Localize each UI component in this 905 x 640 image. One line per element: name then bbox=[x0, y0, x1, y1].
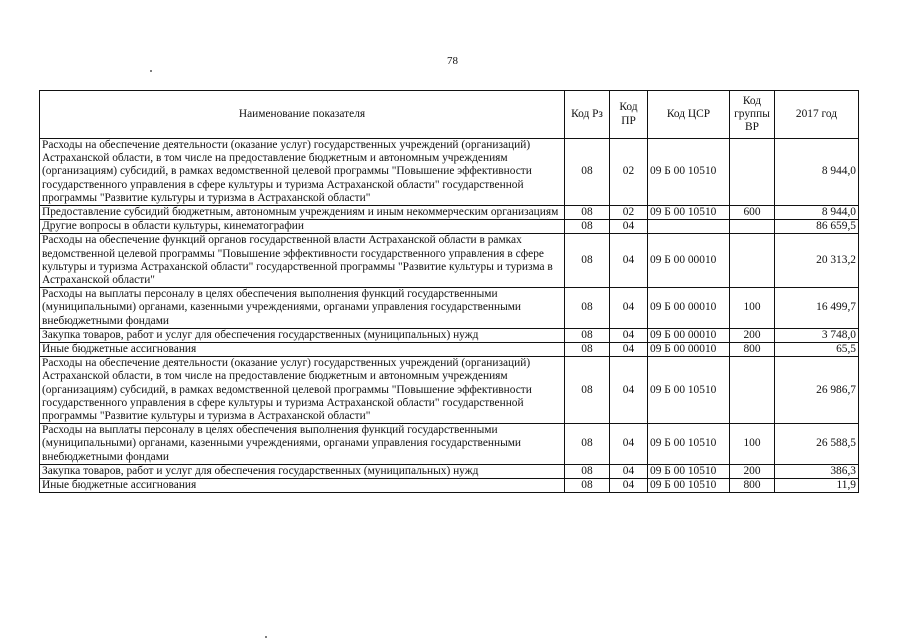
row-value: 11,9 bbox=[775, 479, 859, 493]
table-row bbox=[40, 139, 859, 206]
table-row bbox=[40, 220, 859, 234]
row-csr: 09 Б 00 10510 bbox=[648, 206, 730, 220]
budget-table bbox=[39, 90, 859, 493]
row-rz: 08 bbox=[565, 220, 610, 234]
row-csr bbox=[648, 220, 730, 234]
row-rz: 08 bbox=[565, 206, 610, 220]
row-vr: 200 bbox=[730, 328, 775, 342]
row-vr bbox=[730, 139, 775, 206]
header-pr: Код ПР bbox=[610, 91, 648, 139]
row-vr bbox=[730, 234, 775, 288]
row-pr: 02 bbox=[610, 206, 648, 220]
row-vr: 100 bbox=[730, 288, 775, 329]
row-pr: 04 bbox=[610, 220, 648, 234]
row-value: 8 944,0 bbox=[775, 206, 859, 220]
row-csr: 09 Б 00 00010 bbox=[648, 234, 730, 288]
row-value: 16 499,7 bbox=[775, 288, 859, 329]
row-vr bbox=[730, 220, 775, 234]
row-vr: 200 bbox=[730, 464, 775, 478]
scan-speck bbox=[265, 636, 267, 638]
row-pr: 04 bbox=[610, 288, 648, 329]
page-number: 78 bbox=[447, 55, 458, 67]
row-rz: 08 bbox=[565, 464, 610, 478]
row-vr bbox=[730, 357, 775, 424]
row-csr: 09 Б 00 10510 bbox=[648, 424, 730, 465]
row-value: 386,3 bbox=[775, 464, 859, 478]
table-row bbox=[40, 288, 859, 329]
row-value: 20 313,2 bbox=[775, 234, 859, 288]
table-row bbox=[40, 479, 859, 493]
row-vr: 600 bbox=[730, 206, 775, 220]
row-rz: 08 bbox=[565, 328, 610, 342]
row-rz: 08 bbox=[565, 424, 610, 465]
table-row bbox=[40, 464, 859, 478]
row-name: Предоставление субсидий бюджетным, автономным учреждениям и иным некоммерческим организациям bbox=[40, 206, 565, 220]
row-csr: 09 Б 00 00010 bbox=[648, 343, 730, 357]
row-pr: 04 bbox=[610, 424, 648, 465]
row-rz: 08 bbox=[565, 343, 610, 357]
row-pr: 04 bbox=[610, 328, 648, 342]
row-rz: 08 bbox=[565, 479, 610, 493]
row-value: 65,5 bbox=[775, 343, 859, 357]
row-rz: 08 bbox=[565, 234, 610, 288]
row-name: Расходы на обеспечение деятельности (оказание услуг) государственных учреждений (организаций) Астраханской области, в том числе на предоставление бюджетным и автономным учреждениям (организациям) субсидий, в рамках ведомственной целевой программы "Повышение эффективности государственного управления в сфере культуры и туризма Астраханской области" государственной программы "Развитие культуры и туризма в Астраханской области" bbox=[40, 357, 565, 424]
table-row bbox=[40, 206, 859, 220]
table-row bbox=[40, 328, 859, 342]
row-pr: 04 bbox=[610, 343, 648, 357]
scan-speck bbox=[150, 70, 152, 72]
row-vr: 800 bbox=[730, 479, 775, 493]
row-pr: 04 bbox=[610, 479, 648, 493]
row-csr: 09 Б 00 10510 bbox=[648, 139, 730, 206]
table-row bbox=[40, 357, 859, 424]
row-value: 8 944,0 bbox=[775, 139, 859, 206]
row-value: 26 986,7 bbox=[775, 357, 859, 424]
row-csr: 09 Б 00 10510 bbox=[648, 479, 730, 493]
row-csr: 09 Б 00 00010 bbox=[648, 288, 730, 329]
row-csr: 09 Б 00 10510 bbox=[648, 357, 730, 424]
table-header-row bbox=[40, 91, 859, 139]
row-rz: 08 bbox=[565, 139, 610, 206]
row-name: Закупка товаров, работ и услуг для обеспечения государственных (муниципальных) нужд bbox=[40, 328, 565, 342]
table-row bbox=[40, 343, 859, 357]
row-rz: 08 bbox=[565, 357, 610, 424]
header-name: Наименование показателя bbox=[40, 91, 565, 139]
row-name: Иные бюджетные ассигнования bbox=[40, 479, 565, 493]
row-value: 86 659,5 bbox=[775, 220, 859, 234]
header-rz: Код Рз bbox=[565, 91, 610, 139]
row-vr: 800 bbox=[730, 343, 775, 357]
row-csr: 09 Б 00 00010 bbox=[648, 328, 730, 342]
row-rz: 08 bbox=[565, 288, 610, 329]
row-value: 3 748,0 bbox=[775, 328, 859, 342]
row-pr: 04 bbox=[610, 464, 648, 478]
row-name: Расходы на обеспечение деятельности (оказание услуг) государственных учреждений (организаций) Астраханской области, в том числе на предоставление бюджетным и автономным учреждениям (организациям) субсидий, в рамках ведомственной целевой программы "Повышение эффективности государственного управления в сфере культуры и туризма Астраханской области" государственной программы "Развитие культуры и туризма в Астраханской области" bbox=[40, 139, 565, 206]
row-pr: 04 bbox=[610, 357, 648, 424]
table-row bbox=[40, 234, 859, 288]
row-csr: 09 Б 00 10510 bbox=[648, 464, 730, 478]
header-csr: Код ЦСР bbox=[648, 91, 730, 139]
row-pr: 04 bbox=[610, 234, 648, 288]
row-name: Закупка товаров, работ и услуг для обеспечения государственных (муниципальных) нужд bbox=[40, 464, 565, 478]
row-name: Расходы на выплаты персоналу в целях обеспечения выполнения функций государственными (муниципальными) органами, казенными учреждениями, органами управления государственными внебюджетными фондами bbox=[40, 424, 565, 465]
row-name: Иные бюджетные ассигнования bbox=[40, 343, 565, 357]
row-name: Расходы на выплаты персоналу в целях обеспечения выполнения функций государственными (муниципальными) органами, казенными учреждениями, органами управления государственными внебюджетными фондами bbox=[40, 288, 565, 329]
row-name: Другие вопросы в области культуры, кинематографии bbox=[40, 220, 565, 234]
row-name: Расходы на обеспечение функций органов государственной власти Астраханской области в рамках ведомственной целевой программы "Повышение эффективности государственного управления в сфере культуры и туризма Астраханской области" государственной программы "Развитие культуры и туризма в Астраханской области" bbox=[40, 234, 565, 288]
table-row bbox=[40, 424, 859, 465]
header-vr: Код группы ВР bbox=[730, 91, 775, 139]
header-year: 2017 год bbox=[775, 91, 859, 139]
row-value: 26 588,5 bbox=[775, 424, 859, 465]
row-pr: 02 bbox=[610, 139, 648, 206]
row-vr: 100 bbox=[730, 424, 775, 465]
